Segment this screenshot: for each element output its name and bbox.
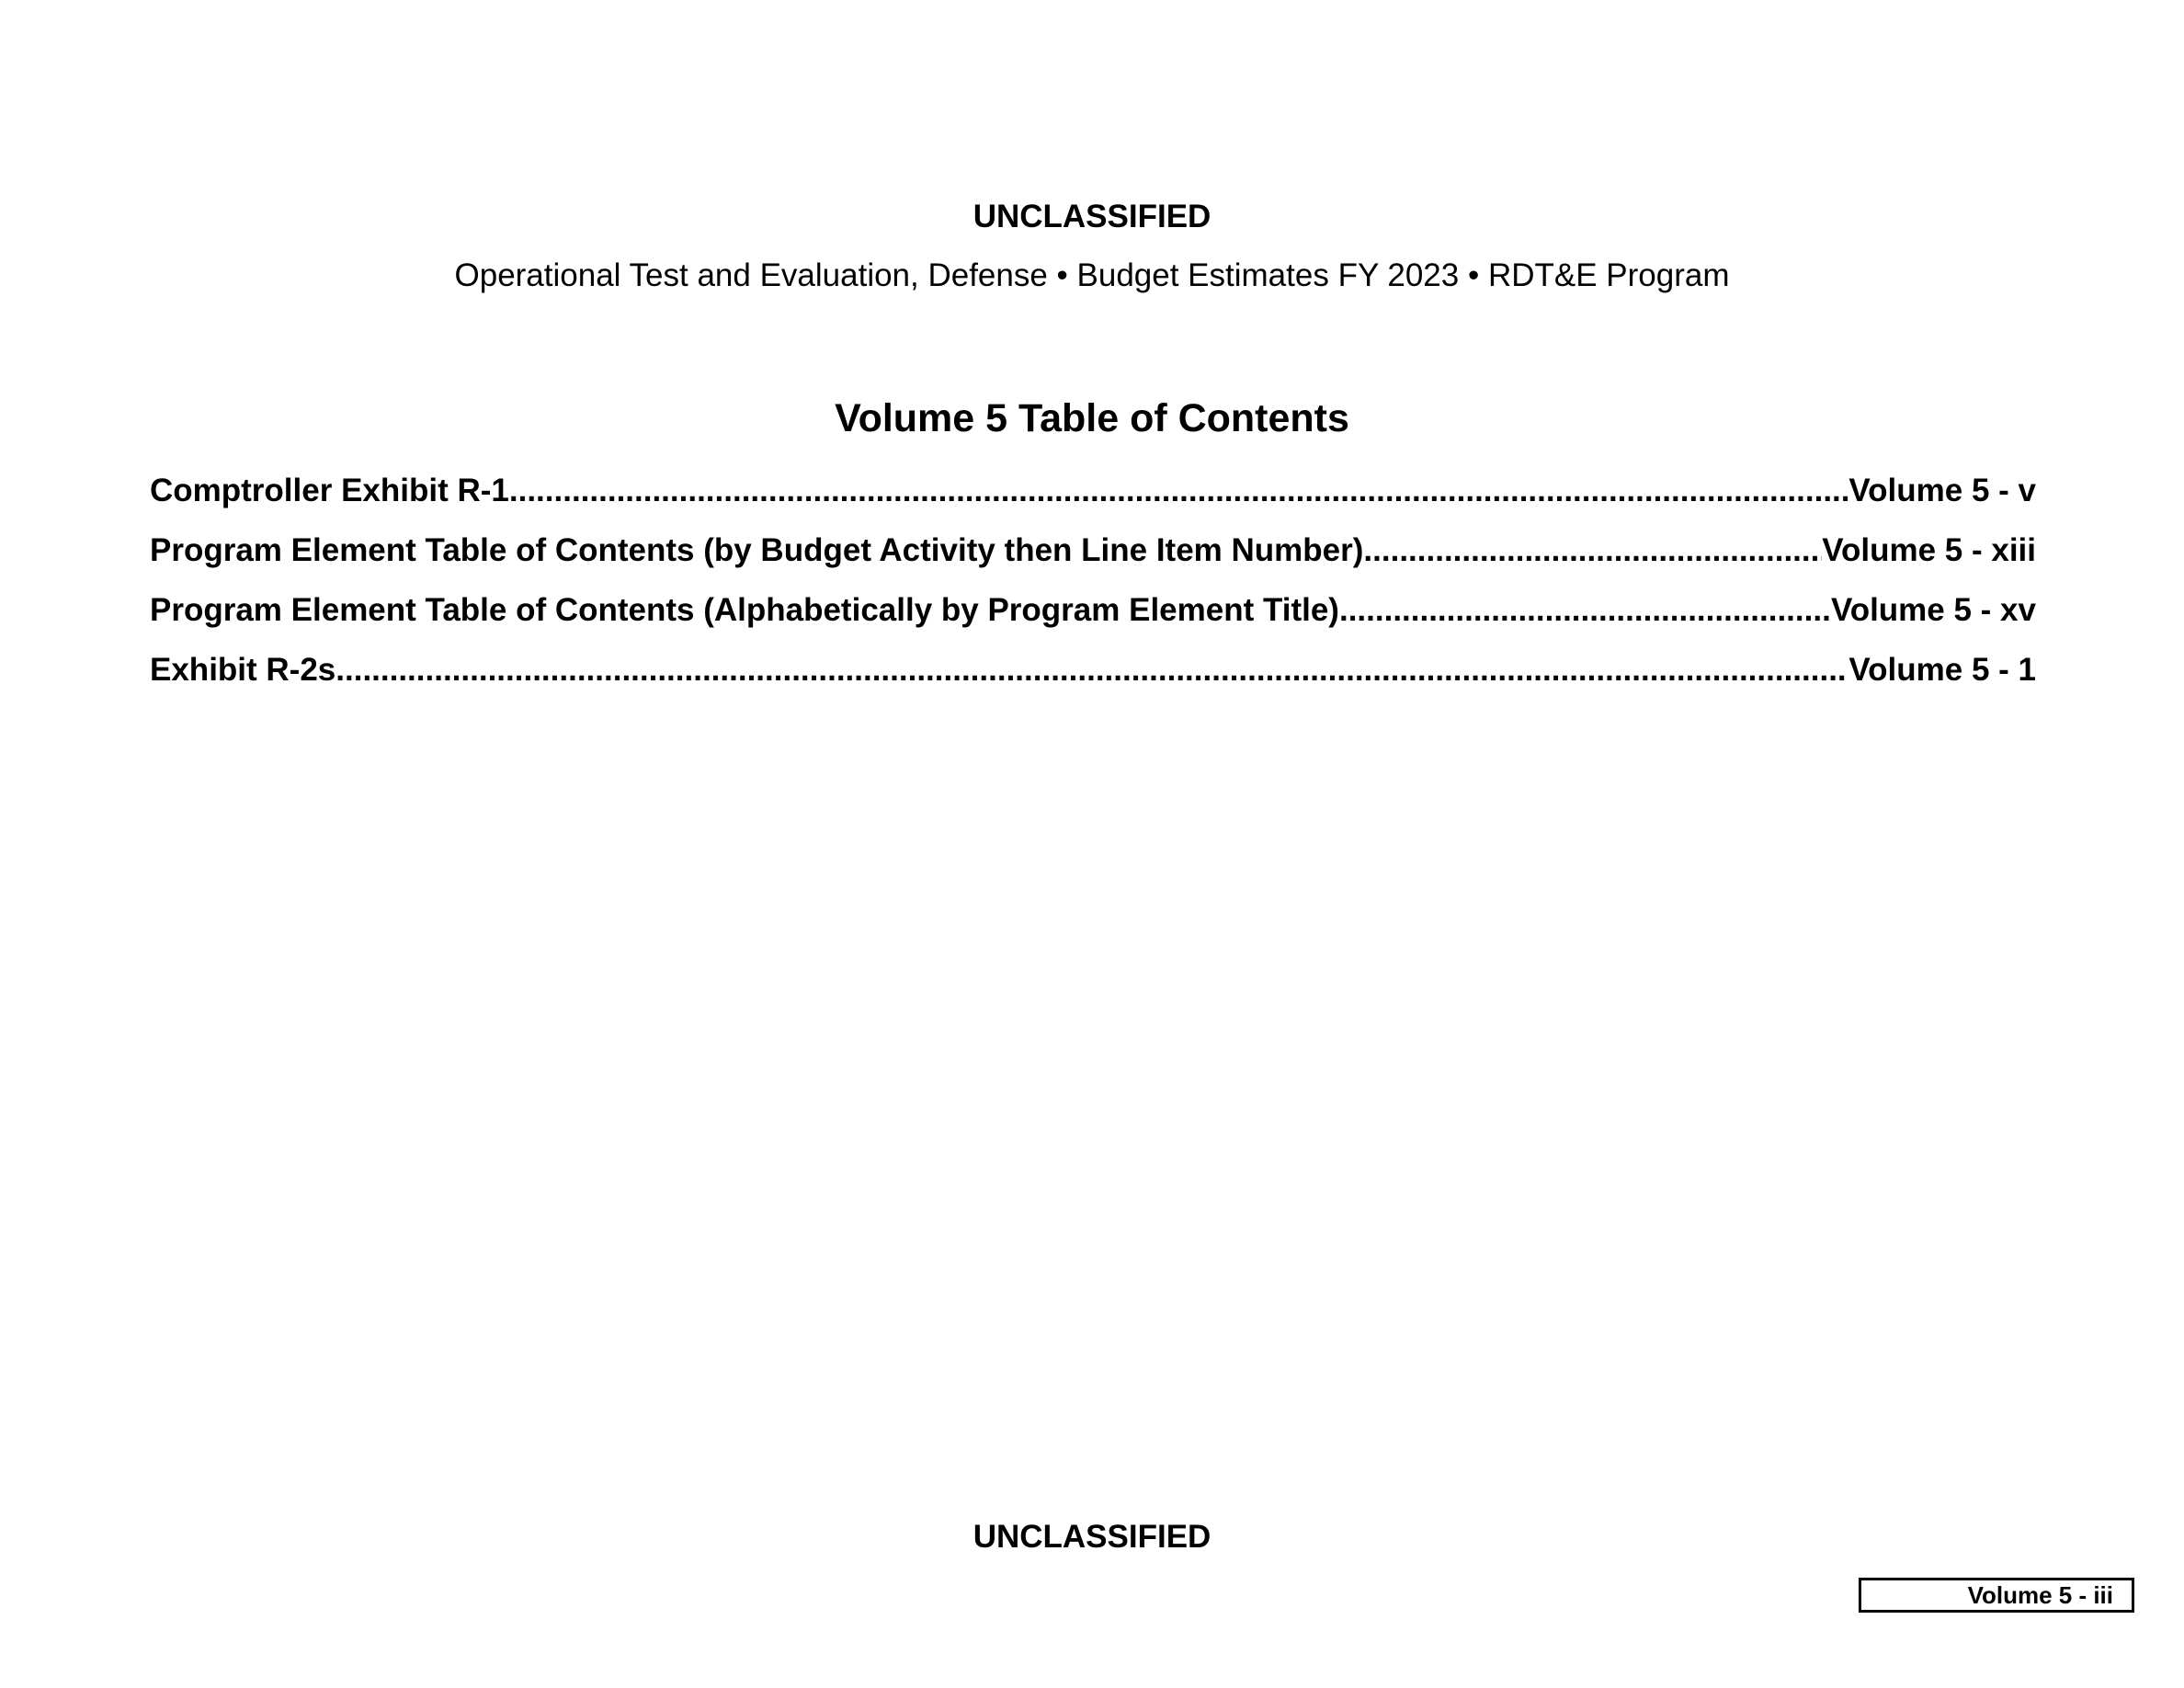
toc-entry-pe-toc-by-budget-activity[interactable] — [150, 532, 2036, 592]
document-subtitle: Operational Test and Evaluation, Defense • Budget Estimates FY 2023 • RDT&E Program — [454, 257, 1730, 293]
toc-entry-label: Program Element Table of Contents (by Budget Activity then Line Item Number) — [150, 532, 1364, 568]
toc-entry-page: Volume 5 - 1 — [1848, 652, 2036, 688]
toc-dot-leader — [1363, 532, 1822, 569]
toc-list — [150, 473, 2036, 712]
toc-entry-page: Volume 5 - xiii — [1822, 532, 2036, 568]
toc-entry-label: Program Element Table of Contents (Alphabetically by Program Element Title) — [150, 592, 1339, 628]
toc-entry-exhibit-r2s[interactable] — [150, 652, 2036, 712]
toc-dot-leader — [1339, 592, 1831, 629]
toc-dot-leader — [509, 473, 1849, 509]
toc-title: Volume 5 Table of Contents — [835, 396, 1349, 440]
toc-entry-label: Exhibit R-2s — [150, 652, 336, 688]
bottom-classification-banner: UNCLASSIFIED — [973, 1519, 1211, 1555]
toc-entry-pe-toc-alphabetical[interactable] — [150, 592, 2036, 652]
toc-entry-page: Volume 5 - xv — [1830, 592, 2036, 628]
top-classification-banner: UNCLASSIFIED — [973, 199, 1211, 234]
page-number-box: Volume 5 - iii — [1859, 1578, 2134, 1613]
toc-entry-page: Volume 5 - v — [1848, 473, 2036, 508]
toc-dot-leader — [336, 652, 1848, 689]
toc-entry-label: Comptroller Exhibit R-1 — [150, 473, 509, 508]
toc-entry-comptroller-exhibit-r1[interactable] — [150, 473, 2036, 532]
